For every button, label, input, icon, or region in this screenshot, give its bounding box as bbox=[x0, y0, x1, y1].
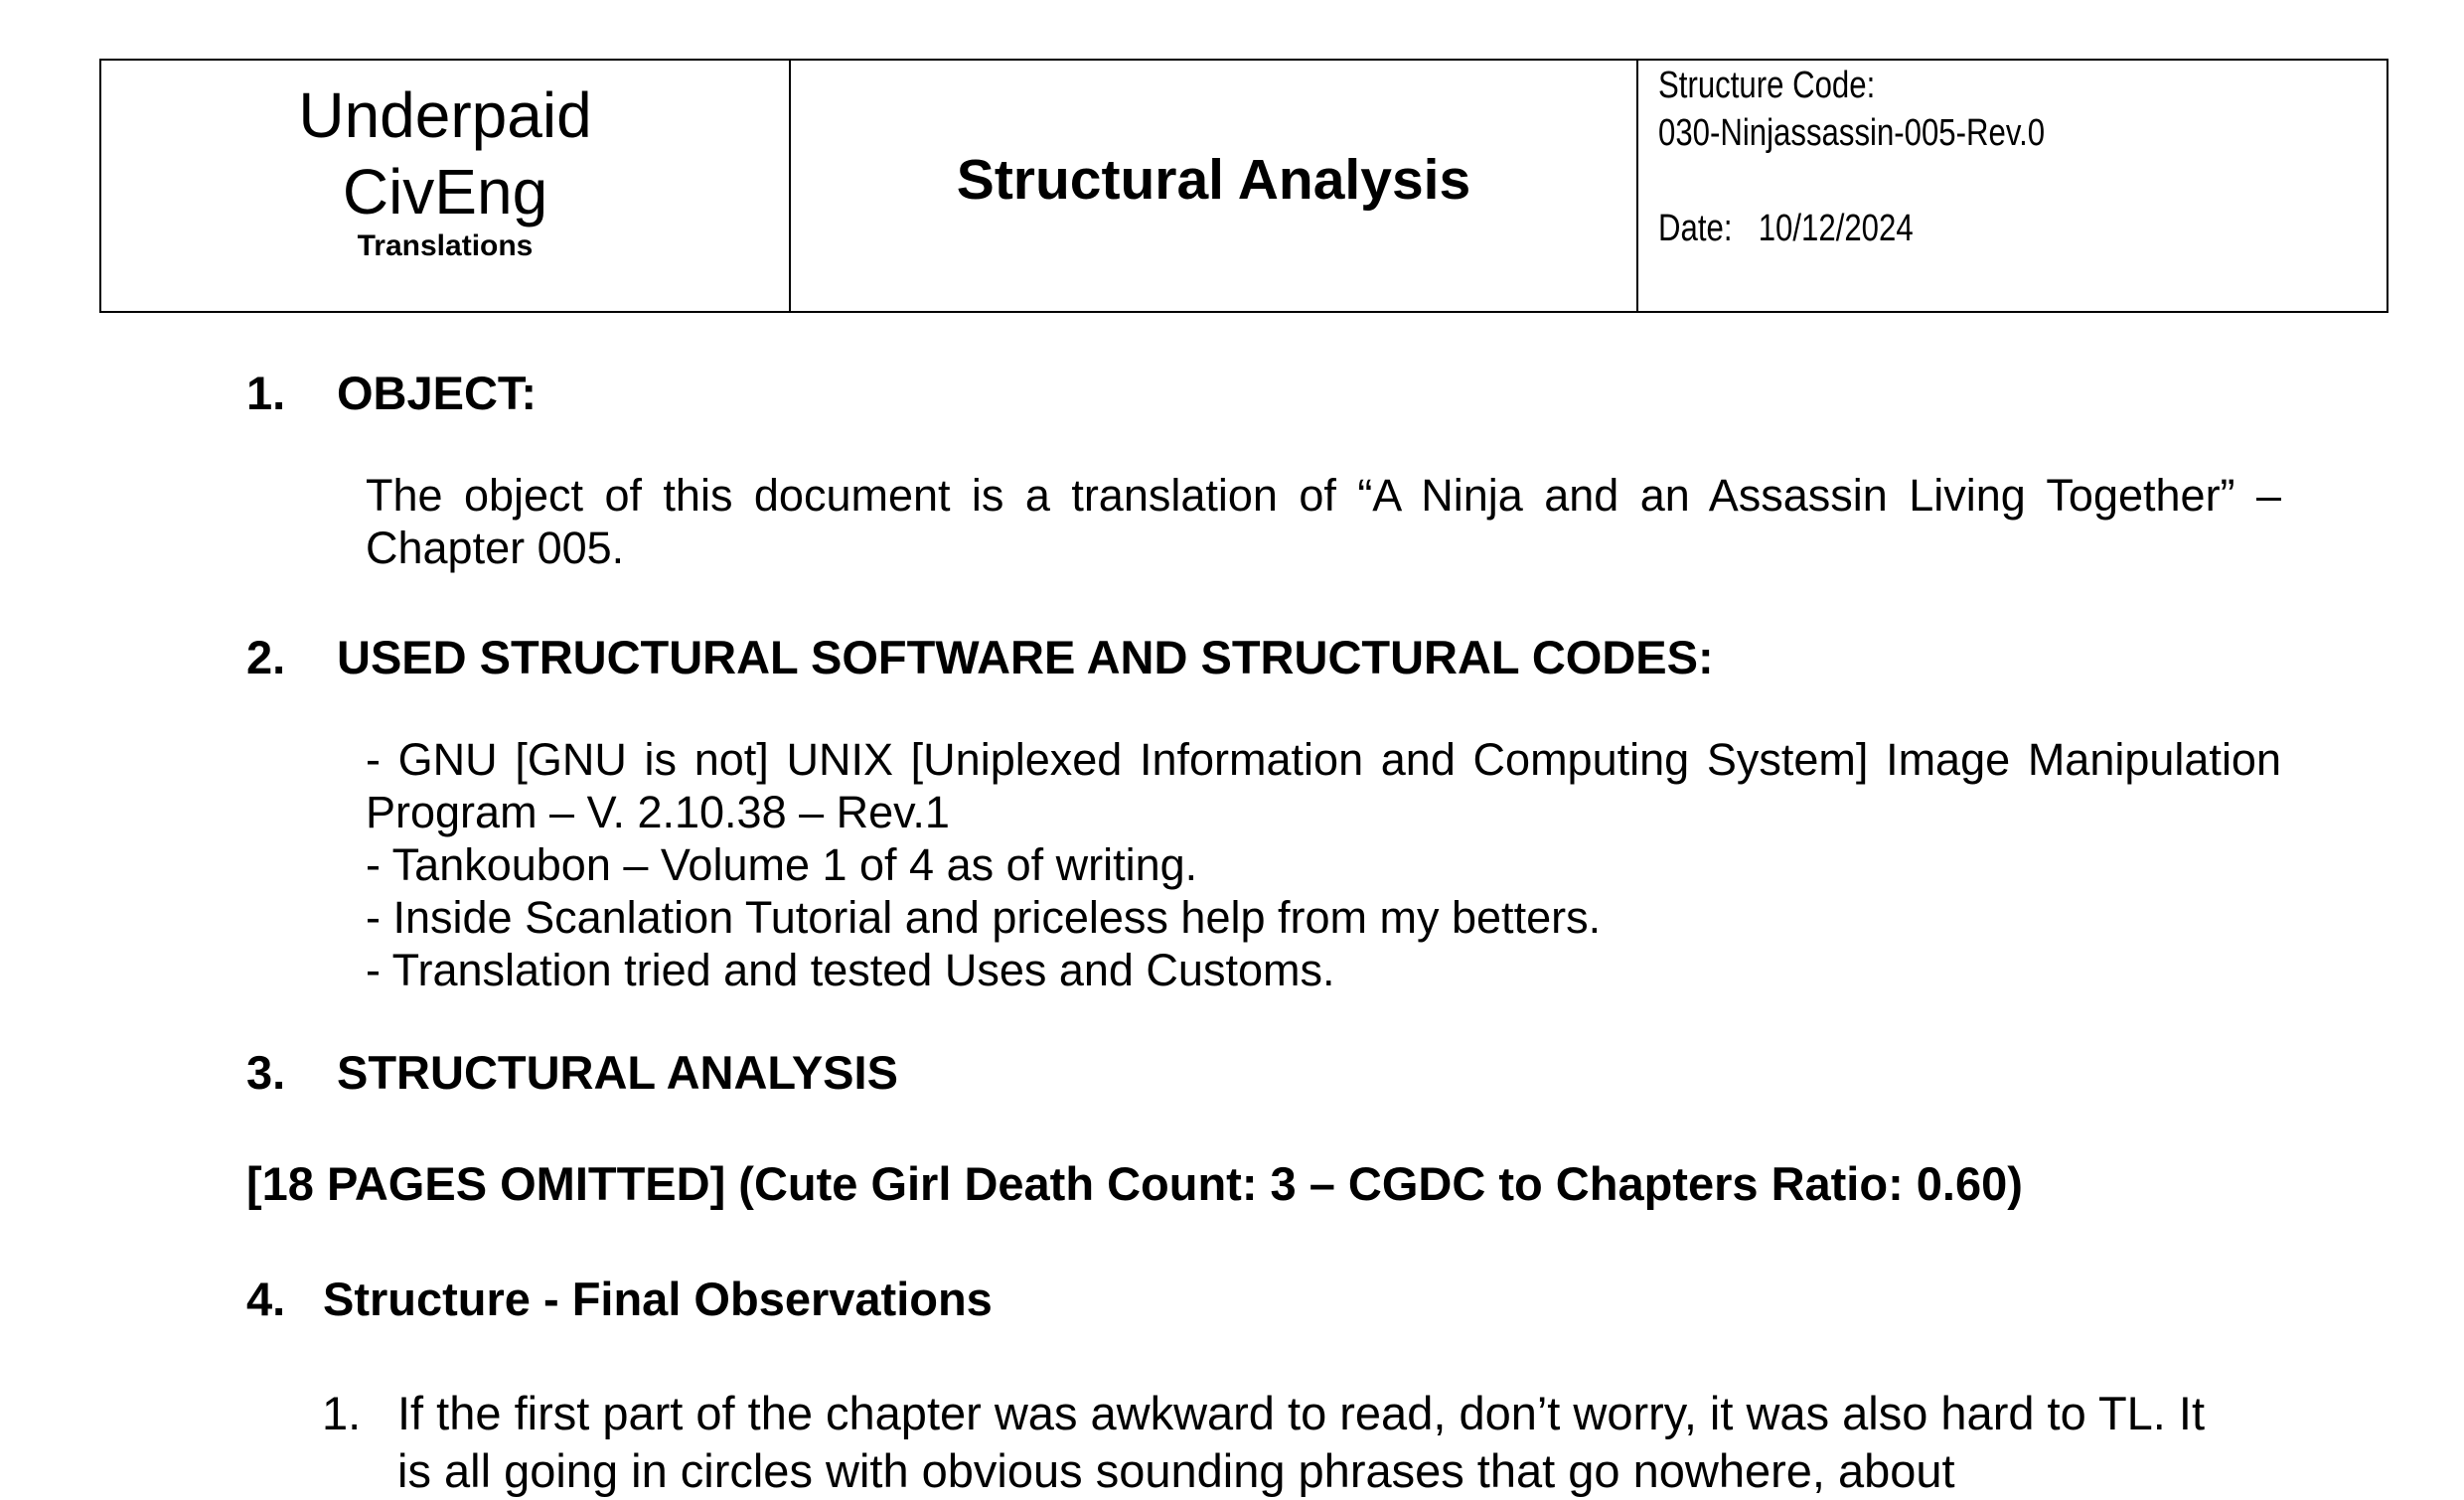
structure-code-value: 030-Ninjassassin-005-Rev.0 bbox=[1658, 112, 2046, 154]
section-3-number: 3. bbox=[246, 1046, 286, 1099]
software-list bbox=[366, 733, 2281, 996]
logo-subtitle: Translations bbox=[357, 229, 534, 262]
software-item: - Inside Scanlation Tutorial and priceless help from my betters. bbox=[366, 892, 1602, 943]
section-1-heading bbox=[246, 366, 537, 420]
info-cell bbox=[1638, 61, 2387, 311]
document-title: Structural Analysis bbox=[956, 148, 1471, 212]
section-1-number: 1. bbox=[246, 367, 286, 419]
section-4-heading bbox=[246, 1272, 993, 1326]
section-2-number: 2. bbox=[246, 631, 286, 683]
date-value: 10/12/2024 bbox=[1758, 208, 1914, 249]
section-1-text: The object of this document is a translation of “A Ninja and an Assassin Living Together” – Chapter 005. bbox=[366, 470, 2281, 573]
software-item: - GNU [GNU is not] UNIX [Uniplexed Information and Computing System] Image Manipulation Program – V. 2.10.38 – Rev.1 bbox=[366, 734, 2281, 837]
section-4-title: Structure - Final Observations bbox=[323, 1273, 993, 1325]
section-2-heading bbox=[246, 630, 1714, 684]
date-label: Date: bbox=[1658, 208, 1733, 249]
logo-line-2: CivEng bbox=[342, 156, 548, 227]
observation-text: If the first part of the chapter was awkward to read, don’t worry, it was also hard to TL. It is all going in circles with obvious sounding phrases that go nowhere, about bbox=[397, 1387, 2206, 1497]
software-item: - Translation tried and tested Uses and Customs. bbox=[366, 945, 1335, 995]
section-3-title: STRUCTURAL ANALYSIS bbox=[337, 1046, 898, 1099]
section-3-heading bbox=[246, 1045, 898, 1100]
observation-number: 1. bbox=[322, 1387, 362, 1439]
logo-line-1: Underpaid bbox=[298, 79, 592, 151]
structure-code-label: Structure Code: bbox=[1658, 65, 1876, 106]
section-4-number: 4. bbox=[246, 1273, 286, 1325]
date-row bbox=[1658, 208, 1914, 250]
header-table bbox=[99, 59, 2388, 313]
section-2-title: USED STRUCTURAL SOFTWARE AND STRUCTURAL CODES: bbox=[337, 631, 1714, 683]
title-cell bbox=[791, 61, 1638, 311]
section-1-title: OBJECT: bbox=[337, 367, 538, 419]
software-item: - Tankoubon – Volume 1 of 4 as of writing. bbox=[366, 839, 1198, 890]
logo-cell bbox=[101, 61, 791, 311]
observation-item bbox=[322, 1385, 2210, 1500]
omitted-pages-note: [18 PAGES OMITTED] (Cute Girl Death Count: 3 – CGDC to Chapters Ratio: 0.60) bbox=[246, 1157, 2023, 1210]
